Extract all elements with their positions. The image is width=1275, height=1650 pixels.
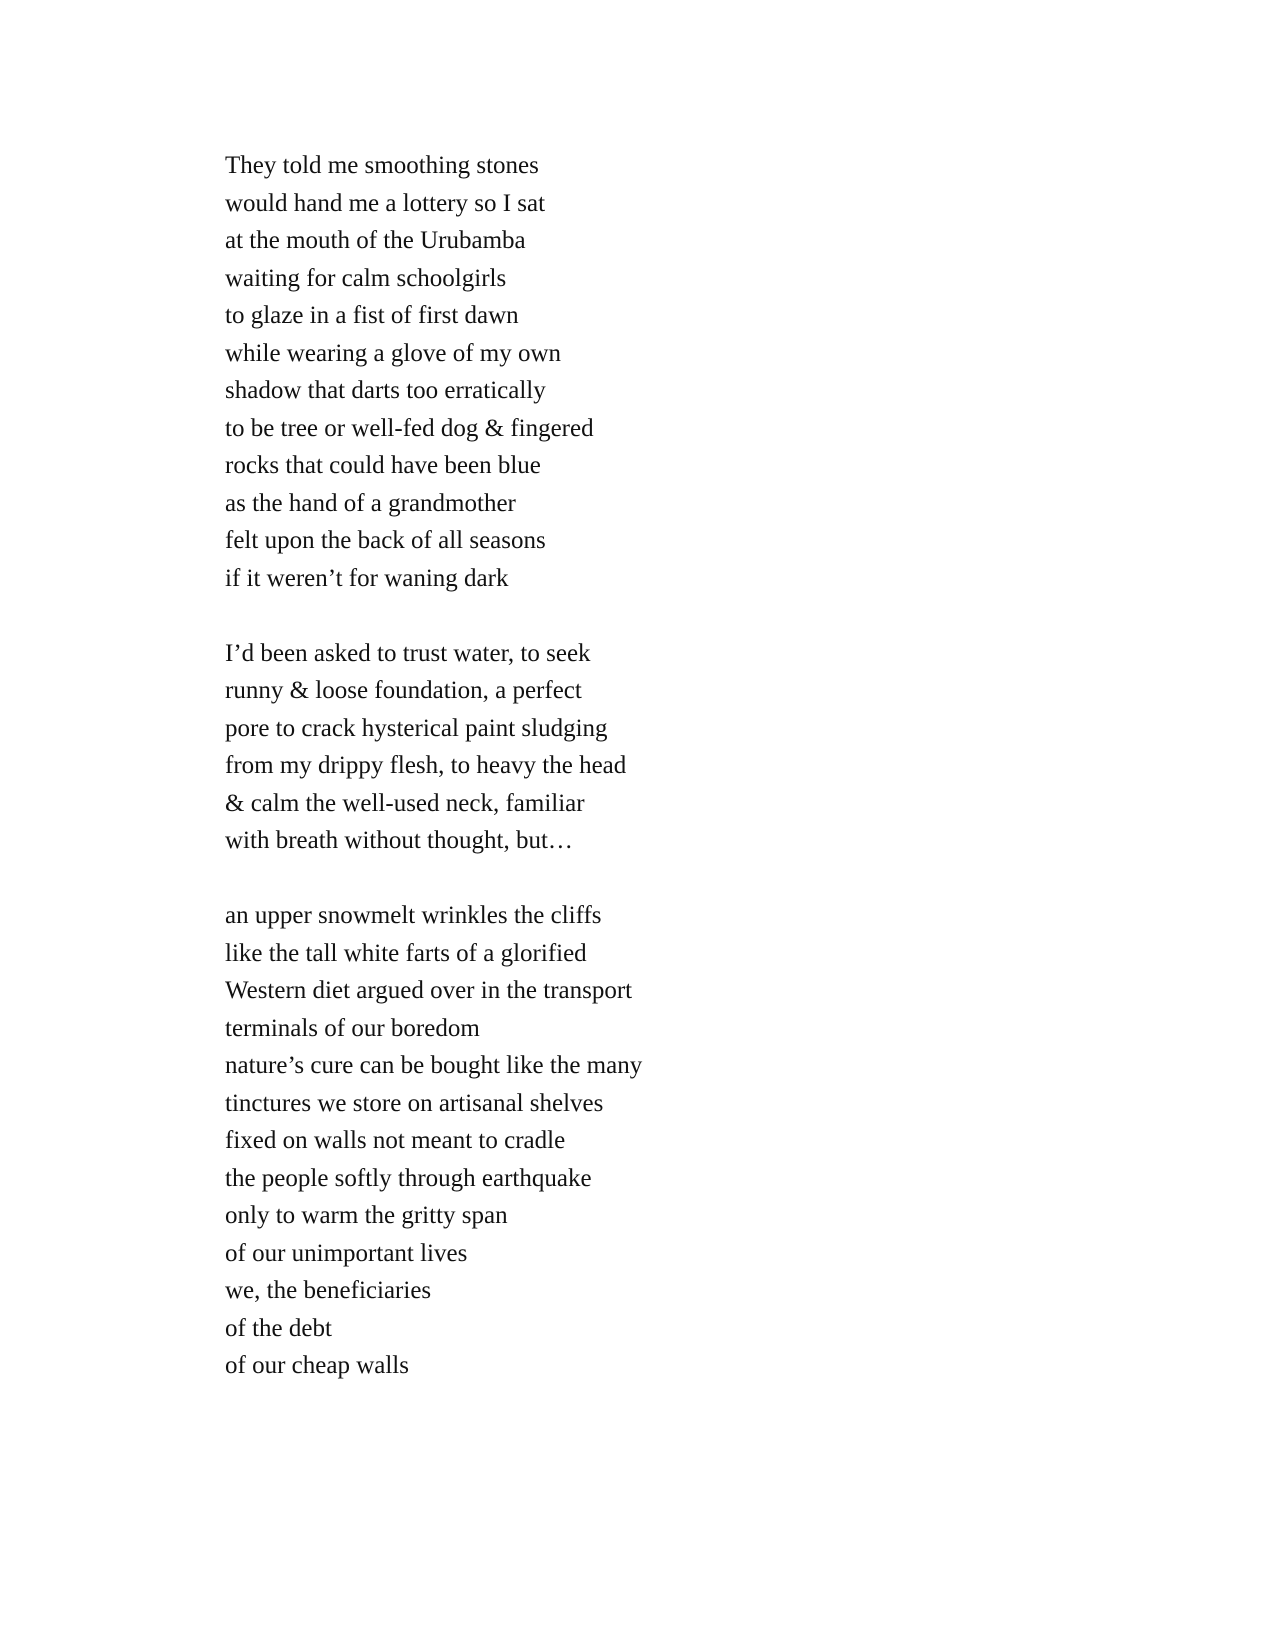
poem-line: like the tall white farts of a glorified (225, 939, 587, 967)
poem-line: only to warm the gritty span (225, 1202, 508, 1229)
poem-line: waiting for calm schoolgirls (225, 264, 507, 292)
poem-line: an upper snowmelt wrinkles the cliffs (225, 902, 602, 929)
poem-line: fixed on walls not meant to cradle (225, 1127, 566, 1154)
poem-line: to glaze in a fist of first dawn (225, 302, 519, 329)
poem-line: tinctures we store on artisanal shelves (225, 1089, 604, 1117)
stanza-1 (225, 147, 1025, 597)
poem-line: to be tree or well-fed dog & fingered (225, 414, 594, 442)
poem-line: pore to crack hysterical paint sludging (225, 714, 608, 742)
poem-line: we, the beneficiaries (225, 1277, 432, 1304)
poem-line: rocks that could have been blue (225, 452, 541, 479)
poem-line: Western diet argued over in the transport (225, 977, 633, 1004)
poem-line: & calm the well-used neck, familiar (225, 789, 585, 817)
poem-line: from my drippy flesh, to heavy the head (225, 752, 627, 779)
poem-line: of our unimportant lives (225, 1239, 468, 1267)
poem-line: runny & loose foundation, a perfect (225, 677, 582, 704)
poem-line: of our cheap walls (225, 1352, 409, 1379)
poem-line: as the hand of a grandmother (225, 489, 516, 517)
poem-line: the people softly through earthquake (225, 1164, 592, 1192)
poem-line: felt upon the back of all seasons (225, 527, 546, 554)
stanza-2 (225, 635, 1025, 860)
poem-line: at the mouth of the Urubamba (225, 227, 526, 254)
poem-line: terminals of our boredom (225, 1014, 480, 1042)
poem (225, 147, 1025, 1422)
poem-line: while wearing a glove of my own (225, 339, 562, 367)
poem-line: nature’s cure can be bought like the many (225, 1052, 643, 1079)
poem-line: shadow that darts too erratically (225, 377, 546, 404)
poem-line: with breath without thought, but… (225, 827, 573, 854)
poem-line: if it weren’t for waning dark (225, 564, 509, 592)
poem-line: They told me smoothing stones (225, 152, 539, 179)
poem-line: would hand me a lottery so I sat (225, 189, 546, 217)
stanza-3 (225, 897, 1025, 1385)
poem-line: I’d been asked to trust water, to seek (225, 639, 591, 667)
poem-line: of the debt (225, 1314, 332, 1342)
